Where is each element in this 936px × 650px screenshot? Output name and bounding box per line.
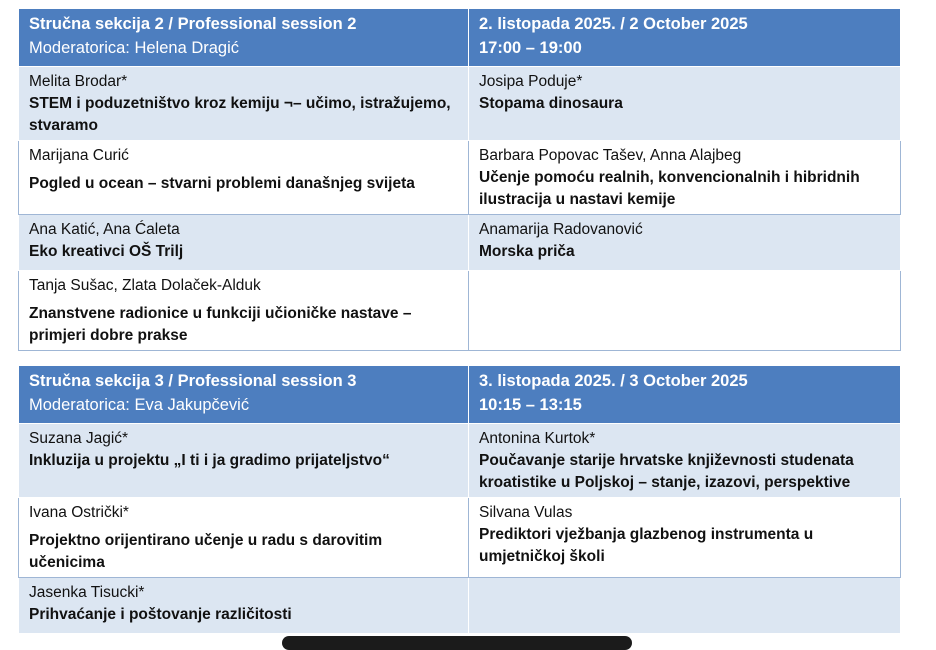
presentation-title: Poučavanje starije hrvatske književnosti studenata kroatistike u Poljskoj – stanje, izazovi, perspektive bbox=[479, 452, 854, 491]
presentation-cell bbox=[19, 141, 469, 215]
presentation-cell bbox=[19, 67, 469, 141]
presentation-author: Ana Katić, Ana Ćaleta bbox=[29, 221, 180, 238]
session-time: 10:15 – 13:15 bbox=[479, 396, 582, 414]
presentation-author: Anamarija Radovanović bbox=[479, 221, 643, 238]
presentation-title: Prediktori vježbanja glazbenog instrumenta u umjetničkoj školi bbox=[479, 526, 814, 565]
presentation-author: Ivana Ostrički* bbox=[29, 504, 129, 521]
presentation-cell bbox=[469, 424, 901, 498]
presentation-cell bbox=[19, 215, 469, 271]
presentation-author: Antonina Kurtok* bbox=[479, 430, 596, 447]
presentation-author: Jasenka Tisucki* bbox=[29, 584, 145, 601]
presentation-cell bbox=[19, 271, 469, 351]
session-date-cell bbox=[469, 366, 901, 424]
presentation-cell bbox=[469, 141, 901, 215]
session-moderator: Moderatorica: Helena Dragić bbox=[29, 39, 240, 57]
presentation-cell-empty bbox=[469, 271, 901, 351]
session-2-table bbox=[18, 8, 901, 351]
table-row bbox=[19, 578, 901, 634]
session-title-cell bbox=[19, 366, 469, 424]
table-row bbox=[19, 498, 901, 578]
presentation-title: Inkluzija u projektu „I ti i ja gradimo prijateljstvo“ bbox=[29, 452, 390, 469]
session-date-cell bbox=[469, 9, 901, 67]
table-row bbox=[19, 215, 901, 271]
presentation-cell bbox=[469, 215, 901, 271]
presentation-title: Stopama dinosaura bbox=[479, 95, 623, 112]
presentation-cell bbox=[19, 578, 469, 634]
presentation-cell-empty bbox=[469, 578, 901, 634]
presentation-cell bbox=[19, 424, 469, 498]
session-3-table bbox=[18, 365, 901, 634]
presentation-title: Učenje pomoću realnih, konvencionalnih i hibridnih ilustracija u nastavi kemije bbox=[479, 169, 860, 208]
session-moderator: Moderatorica: Eva Jakupčević bbox=[29, 396, 250, 414]
table-row bbox=[19, 424, 901, 498]
session-header bbox=[19, 9, 901, 67]
presentation-author: Barbara Popovac Tašev, Anna Alajbeg bbox=[479, 147, 742, 164]
presentation-title: Projektno orijentirano učenje u radu s darovitim učenicima bbox=[29, 532, 383, 571]
presentation-title: Morska priča bbox=[479, 243, 575, 260]
session-title: Stručna sekcija 3 / Professional session 3 bbox=[29, 372, 357, 390]
presentation-author: Silvana Vulas bbox=[479, 504, 573, 521]
presentation-title: Eko kreativci OŠ Trilj bbox=[29, 243, 184, 260]
presentation-author: Marijana Curić bbox=[29, 147, 129, 164]
presentation-cell bbox=[19, 498, 469, 578]
table-row bbox=[19, 271, 901, 351]
presentation-title: Prihvaćanje i poštovanje različitosti bbox=[29, 606, 292, 623]
session-title-cell bbox=[19, 9, 469, 67]
presentation-title: Znanstvene radionice u funkciji učioničke nastave – primjeri dobre prakse bbox=[29, 305, 412, 344]
presentation-author: Tanja Sušac, Zlata Dolaček-Alduk bbox=[29, 277, 261, 294]
presentation-cell bbox=[469, 498, 901, 578]
bottom-overlay-bar bbox=[282, 636, 632, 650]
presentation-title: Pogled u ocean – stvarni problemi današnjeg svijeta bbox=[29, 175, 415, 192]
presentation-author: Josipa Poduje* bbox=[479, 73, 583, 90]
presentation-cell bbox=[469, 67, 901, 141]
presentation-title: STEM i poduzetništvo kroz kemiju ¬– učimo, istražujemo, stvaramo bbox=[29, 95, 451, 134]
session-header bbox=[19, 366, 901, 424]
table-row bbox=[19, 141, 901, 215]
presentation-author: Suzana Jagić* bbox=[29, 430, 129, 447]
presentation-author: Melita Brodar* bbox=[29, 73, 128, 90]
session-date: 2. listopada 2025. / 2 October 2025 bbox=[479, 15, 748, 33]
table-row bbox=[19, 67, 901, 141]
session-date: 3. listopada 2025. / 3 October 2025 bbox=[479, 372, 748, 390]
session-title: Stručna sekcija 2 / Professional session 2 bbox=[29, 15, 357, 33]
session-time: 17:00 – 19:00 bbox=[479, 39, 582, 57]
